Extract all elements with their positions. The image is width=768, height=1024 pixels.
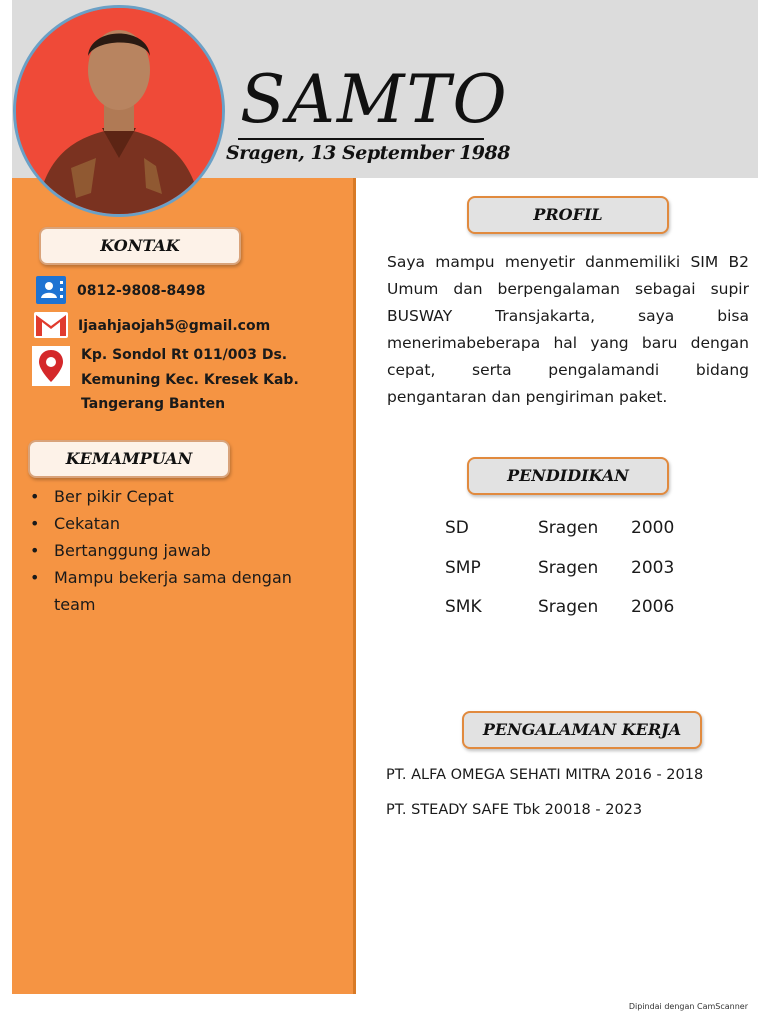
edu-level: SD <box>445 518 469 538</box>
edu-city: Sragen <box>538 597 599 617</box>
edu-level: SMP <box>445 558 481 578</box>
address-line-1: Kp. Sondol Rt 011/003 Ds. <box>81 347 288 363</box>
skills-list <box>24 483 324 618</box>
name-underline <box>238 138 484 140</box>
edu-level: SMK <box>445 597 482 617</box>
contacts-icon <box>36 276 66 308</box>
edu-year: 2006 <box>631 597 675 617</box>
edu-city: Sragen <box>538 518 599 538</box>
edu-city: Sragen <box>538 558 599 578</box>
address-line-2: Kemuning Kec. Kresek Kab. <box>81 372 299 388</box>
edu-year: 2003 <box>631 558 675 578</box>
work-item: PT. ALFA OMEGA SEHATI MITRA 2016 - 2018 <box>386 767 704 783</box>
location-pin-icon <box>32 346 70 390</box>
pengalaman-heading: PENGALAMAN KERJA <box>462 711 702 749</box>
list-item: • Cekatan <box>24 510 324 537</box>
profile-photo <box>13 5 225 217</box>
profil-text: Saya mampu menyetir danmemiliki SIM B2 Umum dan berpengalaman sebagai supir BUSWAY Transjakarta, saya bisa menerimabeberapa hal yang baru dengan cepat, serta pengalamandi bidang pengantaran dan pengiriman paket. <box>387 253 749 406</box>
edu-year: 2000 <box>631 518 675 538</box>
kontak-heading: KONTAK <box>39 227 241 265</box>
gmail-icon <box>34 312 68 342</box>
kemampuan-heading: KEMAMPUAN <box>28 440 230 478</box>
email-address: Ijaahjaojah5@gmail.com <box>78 318 271 334</box>
phone-number: 0812-9808-8498 <box>77 283 206 299</box>
birth-info: Sragen, 13 September 1988 <box>226 142 510 164</box>
list-item: • Mampu bekerja sama dengan team <box>24 564 324 618</box>
scanner-watermark: Dipindai dengan CamScanner <box>628 1002 748 1011</box>
profil-heading: PROFIL <box>467 196 669 234</box>
work-item: PT. STEADY SAFE Tbk 20018 - 2023 <box>386 802 643 818</box>
candidate-name: SAMTO <box>240 61 509 138</box>
address-line-3: Tangerang Banten <box>81 396 226 412</box>
pendidikan-heading: PENDIDIKAN <box>467 457 669 495</box>
list-item: • Bertanggung jawab <box>24 537 324 564</box>
list-item: • Ber pikir Cepat <box>24 483 324 510</box>
